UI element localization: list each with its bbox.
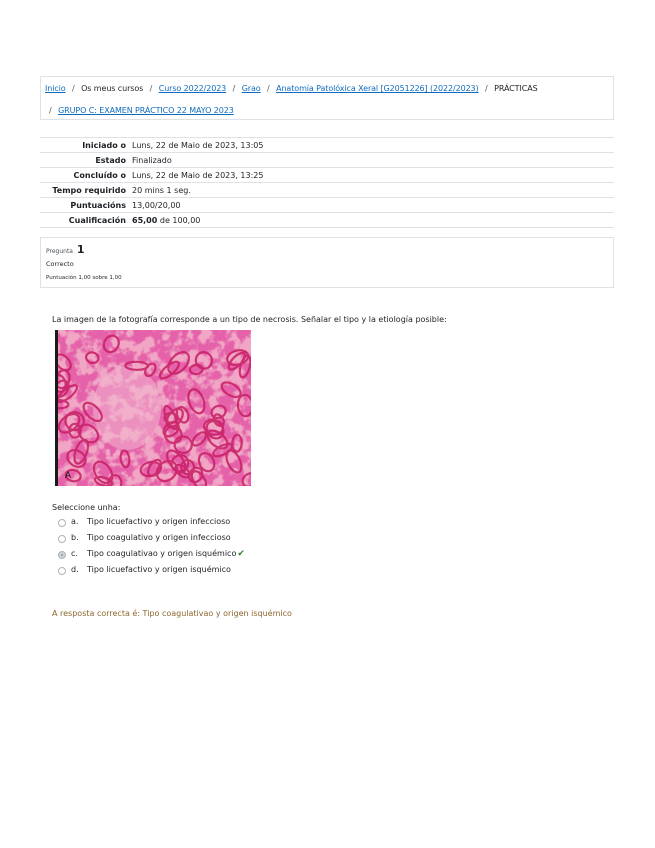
quiz-summary-table bbox=[40, 137, 614, 228]
summary-label: Concluído o bbox=[73, 170, 126, 180]
answer-letter: d. bbox=[71, 565, 79, 574]
question-number-value: 1 bbox=[76, 243, 85, 256]
question-state: Correcto bbox=[46, 260, 74, 268]
histology-image-drawing bbox=[55, 330, 251, 486]
summary-label: Puntuacións bbox=[70, 200, 126, 210]
summary-value: Luns, 22 de Maio de 2023, 13:05 bbox=[132, 140, 264, 150]
summary-value: 13,00/20,00 bbox=[132, 200, 181, 210]
summary-value: Luns, 22 de Maio de 2023, 13:25 bbox=[132, 170, 264, 180]
breadcrumb-my-courses: Os meus cursos bbox=[81, 84, 144, 93]
summary-label: Iniciado o bbox=[82, 140, 126, 150]
breadcrumb-course-link[interactable]: Anatomía Patolóxica Xeral [G2051226] (2022/2023) bbox=[276, 84, 479, 93]
answer-text: Tipo licuefactivo y origen isquémico bbox=[87, 565, 231, 574]
answer-text: Tipo coagulativo y origen infeccioso bbox=[87, 533, 231, 542]
breadcrumb-quiz-link[interactable]: GRUPO C: EXAMEN PRÁCTICO 22 MAYO 2023 bbox=[58, 106, 234, 115]
breadcrumb-degree-link[interactable]: Grao bbox=[241, 84, 261, 93]
breadcrumb-line bbox=[45, 84, 538, 93]
grade-total: de 100,00 bbox=[159, 215, 201, 225]
breadcrumb-separator: / bbox=[267, 84, 270, 93]
answer-text: Tipo coagulativao y origen isquémico bbox=[87, 549, 237, 558]
radio-button[interactable] bbox=[58, 567, 66, 575]
correct-answer-feedback: A resposta correcta é: Tipo coagulativao y origen isquémico bbox=[52, 609, 292, 618]
breadcrumb-separator: / bbox=[485, 84, 488, 93]
histology-image bbox=[55, 330, 251, 486]
answer-letter: b. bbox=[71, 533, 79, 542]
question-info-box bbox=[40, 237, 614, 288]
breadcrumb-year-link[interactable]: Curso 2022/2023 bbox=[158, 84, 227, 93]
radio-button-selected[interactable] bbox=[58, 551, 66, 559]
check-icon: ✔ bbox=[237, 549, 245, 559]
breadcrumb-home-link[interactable]: Inicio bbox=[45, 84, 66, 93]
summary-value: 20 mins 1 seg. bbox=[132, 185, 191, 195]
answer-letter: c. bbox=[71, 549, 78, 558]
breadcrumb-line bbox=[45, 106, 234, 115]
grade-value: 65,00 bbox=[132, 215, 158, 225]
breadcrumb-separator: / bbox=[232, 84, 236, 93]
summary-row bbox=[40, 213, 614, 228]
summary-label: Estado bbox=[95, 155, 126, 165]
question-label: Pregunta bbox=[46, 248, 73, 255]
breadcrumb bbox=[40, 76, 614, 120]
radio-button[interactable] bbox=[58, 535, 66, 543]
svg-text:A: A bbox=[65, 470, 72, 480]
answer-text: Tipo licuefactivo y origen infeccioso bbox=[87, 517, 231, 526]
answer-letter: a. bbox=[71, 517, 79, 526]
summary-value bbox=[132, 213, 614, 228]
breadcrumb-separator: / bbox=[72, 84, 75, 93]
answer-text-wrap bbox=[87, 549, 245, 559]
summary-row bbox=[40, 198, 614, 213]
summary-label: Tempo requirido bbox=[52, 185, 126, 195]
question-text: La imagen de la fotografía corresponde a un tipo de necrosis. Señalar el tipo y la etiología posible: bbox=[52, 315, 447, 324]
summary-label: Cualificación bbox=[68, 215, 126, 225]
summary-row bbox=[40, 153, 614, 168]
radio-button[interactable] bbox=[58, 519, 66, 527]
summary-row bbox=[40, 168, 614, 183]
summary-row bbox=[40, 183, 614, 198]
summary-value: Finalizado bbox=[132, 155, 172, 165]
question-grade: Puntuación 1,00 sobre 1,00 bbox=[46, 275, 122, 281]
breadcrumb-section: PRÁCTICAS bbox=[494, 84, 538, 93]
question-number bbox=[46, 243, 85, 256]
summary-row bbox=[40, 138, 614, 153]
breadcrumb-separator: / bbox=[49, 106, 52, 115]
answer-prompt: Seleccione unha: bbox=[52, 503, 121, 512]
breadcrumb-separator: / bbox=[149, 84, 153, 93]
